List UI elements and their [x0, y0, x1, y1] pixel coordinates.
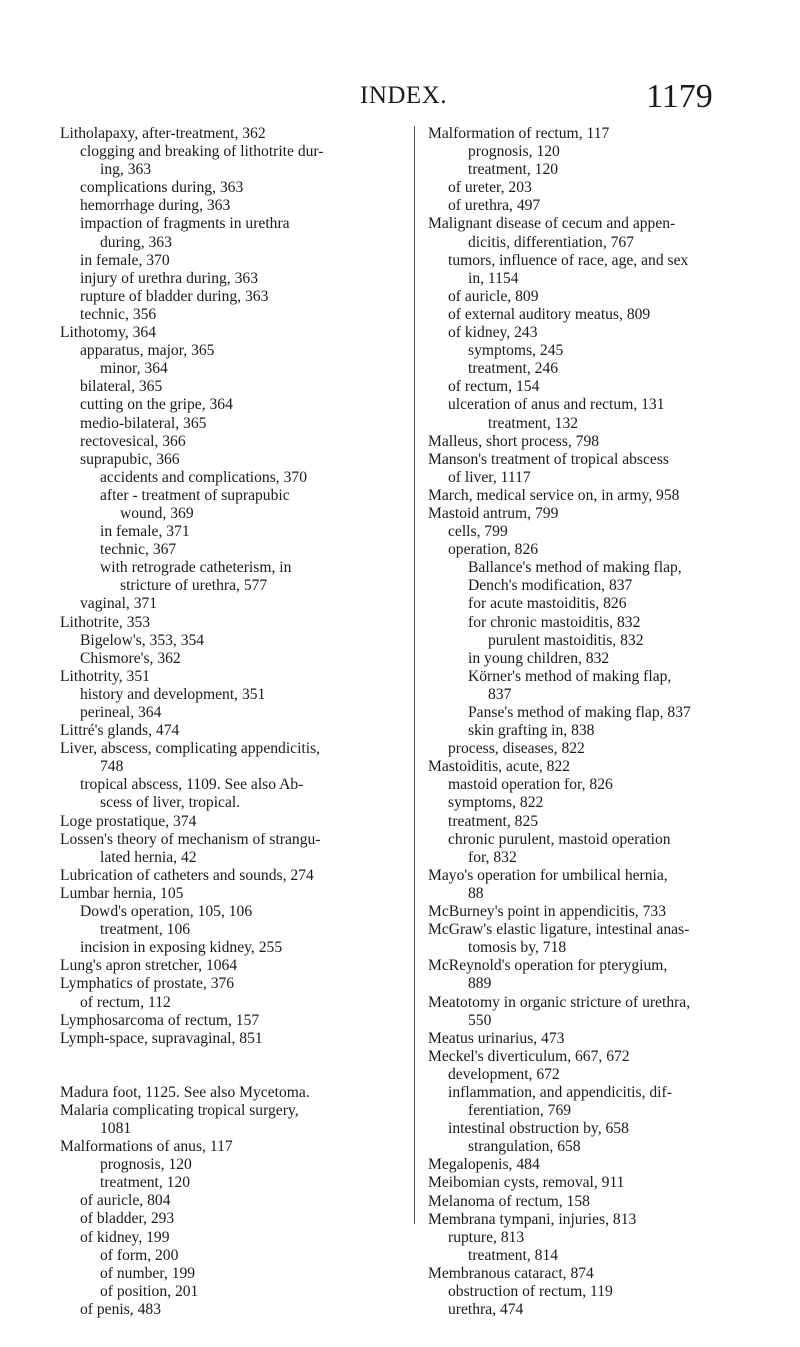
index-entry: Lithotomy, 364	[60, 324, 157, 342]
index-entry: Meatus urinarius, 473	[428, 1029, 565, 1047]
index-subentry: stricture of urethra, 577	[120, 577, 268, 595]
index-subentry: of rectum, 112	[80, 993, 171, 1011]
index-subentry: Körner's method of making flap,	[468, 667, 672, 685]
index-subentry: cutting on the gripe, 364	[80, 396, 233, 414]
index-subentry: of rectum, 154	[448, 378, 540, 396]
index-subentry: of urethra, 497	[448, 197, 541, 215]
index-subentry: strangulation, 658	[468, 1138, 581, 1156]
index-entry: Lithotrity, 351	[60, 667, 150, 685]
index-subentry: development, 672	[448, 1065, 560, 1083]
index-subentry: vaginal, 371	[80, 595, 158, 613]
index-entry: Melanoma of rectum, 158	[428, 1192, 590, 1210]
index-subentry: rupture, 813	[448, 1228, 525, 1246]
index-subentry: intestinal obstruction by, 658	[448, 1120, 629, 1138]
index-subentry: mastoid operation for, 826	[448, 776, 613, 794]
index-subentry: of bladder, 293	[80, 1210, 175, 1228]
index-subentry: treatment, 120	[100, 1174, 191, 1192]
index-entry: Meatotomy in organic stricture of urethra,	[428, 993, 691, 1011]
index-subentry: Dowd's operation, 105, 106	[80, 903, 253, 921]
index-subentry: of liver, 1117	[448, 468, 531, 486]
index-entry: Megalopenis, 484	[428, 1156, 540, 1174]
index-entry: Malformations of anus, 117	[60, 1138, 233, 1156]
index-subentry: in young children, 832	[468, 649, 610, 667]
index-subentry: of external auditory meatus, 809	[448, 305, 651, 323]
index-subentry: treatment, 120	[468, 161, 559, 179]
index-subentry: symptoms, 822	[448, 794, 544, 812]
index-subentry: of ureter, 203	[448, 179, 532, 197]
index-subentry: in female, 370	[80, 251, 170, 269]
index-subentry: 837	[488, 685, 512, 703]
index-subentry: of auricle, 804	[80, 1192, 171, 1210]
index-subentry: bilateral, 365	[80, 378, 163, 396]
index-subentry: Dench's modification, 837	[468, 577, 633, 595]
index-entry: Lymph-space, supravaginal, 851	[60, 1029, 263, 1047]
index-subentry: process, diseases, 822	[448, 740, 585, 758]
index-subentry: tumors, influence of race, age, and sex	[448, 251, 689, 269]
index-subentry: wound, 369	[120, 504, 194, 522]
index-subentry: perineal, 364	[80, 704, 162, 721]
index-subentry: incision in exposing kidney, 255	[80, 939, 283, 957]
index-subentry: during, 363	[100, 233, 172, 251]
index-entry: McGraw's elastic ligature, intestinal anas-	[428, 921, 690, 939]
index-subentry: in, 1154	[468, 269, 519, 287]
index-subentry: rectovesical, 366	[80, 432, 186, 450]
index-subentry: of form, 200	[100, 1246, 179, 1264]
index-entry: Madura foot, 1125. See also Mycetoma.	[60, 1083, 310, 1101]
index-subentry: dicitis, differentiation, 767	[468, 233, 635, 251]
index-subentry: technic, 356	[80, 305, 157, 323]
index-entry: Litholapaxy, after-treatment, 362	[60, 125, 266, 142]
index-entry: Mastoid antrum, 799	[428, 504, 559, 522]
column-divider	[414, 126, 415, 1224]
index-subentry: Ballance's method of making flap,	[468, 559, 682, 577]
index-subentry: hemorrhage during, 363	[80, 197, 231, 215]
page-header	[0, 78, 800, 118]
running-head-title: INDEX.	[360, 82, 448, 109]
index-subentry: inflammation, and appendicitis, dif-	[448, 1083, 672, 1101]
section-gap	[60, 1048, 412, 1084]
index-entry: Meibomian cysts, removal, 911	[428, 1174, 625, 1192]
index-subentry: complications during, 363	[80, 179, 244, 197]
index-entry: McBurney's point in appendicitis, 733	[428, 903, 666, 921]
index-subentry: tomosis by, 718	[468, 939, 567, 957]
index-subentry: tropical abscess, 1109. See also Ab-	[80, 776, 304, 794]
index-subentry: after - treatment of suprapubic	[100, 486, 290, 504]
index-subentry: history and development, 351	[80, 685, 266, 703]
index-entry: Malleus, short process, 798	[428, 432, 600, 450]
index-subentry: for acute mastoiditis, 826	[468, 595, 627, 613]
index-subentry: urethra, 474	[448, 1301, 524, 1319]
index-subentry: injury of urethra during, 363	[80, 269, 258, 287]
index-subentry: of auricle, 809	[448, 287, 539, 305]
index-entry: Lymphosarcoma of rectum, 157	[60, 1011, 260, 1029]
index-subentry: prognosis, 120	[100, 1156, 192, 1174]
index-entry: March, medical service on, in army, 958	[428, 486, 680, 504]
index-subentry: treatment, 132	[488, 414, 579, 432]
index-subentry: impaction of fragments in urethra	[80, 215, 290, 233]
index-subentry: lated hernia, 42	[100, 848, 197, 866]
index-subentry: suprapubic, 366	[80, 450, 180, 468]
index-subentry: with retrograde catheterism, in	[100, 559, 292, 577]
index-subentry: operation, 826	[448, 541, 539, 559]
index-subentry: ing, 363	[100, 161, 152, 179]
index-subentry: apparatus, major, 365	[80, 342, 215, 360]
index-subentry: purulent mastoiditis, 832	[488, 631, 644, 649]
index-subentry: prognosis, 120	[468, 143, 560, 161]
index-subentry: cells, 799	[448, 523, 508, 541]
index-subentry: of number, 199	[100, 1264, 196, 1282]
index-subentry: treatment, 825	[448, 812, 539, 830]
index-entry: Lossen's theory of mechanism of strangu-	[60, 830, 321, 848]
index-subentry: medio-bilateral, 365	[80, 414, 207, 432]
index-subentry: of kidney, 243	[448, 324, 538, 342]
index-subentry: symptoms, 245	[468, 342, 564, 360]
index-subentry: obstruction of rectum, 119	[448, 1283, 613, 1300]
index-subentry: of position, 201	[100, 1282, 199, 1300]
index-entry: Littré's glands, 474	[60, 722, 180, 740]
index-entry: Membranous cataract, 874	[428, 1264, 594, 1282]
index-entry: Mayo's operation for umbilical hernia,	[428, 866, 668, 884]
index-subentry: 889	[468, 975, 492, 993]
page-number: 1179	[646, 78, 713, 115]
index-subentry: 88	[468, 884, 484, 902]
index-entry: Loge prostatique, 374	[60, 812, 197, 830]
index-entry: Manson's treatment of tropical abscess	[428, 450, 669, 468]
index-subentry: 748	[100, 758, 124, 776]
index-subentry: ulceration of anus and rectum, 131	[448, 396, 665, 414]
index-entry: Lubrication of catheters and sounds, 274	[60, 866, 314, 884]
index-entry: Lymphatics of prostate, 376	[60, 975, 235, 993]
index-subentry: 1081	[100, 1119, 132, 1137]
index-entry: Malformation of rectum, 117	[428, 125, 610, 142]
index-subentry: 550	[468, 1011, 492, 1029]
index-subentry: rupture of bladder during, 363	[80, 287, 269, 305]
index-subentry: clogging and breaking of lithotrite dur-	[80, 143, 324, 161]
index-entry: McReynold's operation for pterygium,	[428, 957, 668, 975]
index-subentry: of kidney, 199	[80, 1228, 170, 1246]
index-subentry: skin grafting in, 838	[468, 722, 595, 740]
index-entry: Malignant disease of cecum and appen-	[428, 215, 676, 233]
index-subentry: treatment, 106	[100, 921, 191, 939]
index-subentry: ferentiation, 769	[468, 1102, 572, 1120]
index-entry: Lumbar hernia, 105	[60, 884, 184, 902]
index-entry: Malaria complicating tropical surgery,	[60, 1101, 299, 1119]
index-entry: Mastoiditis, acute, 822	[428, 758, 571, 776]
index-column-right	[428, 125, 780, 1319]
index-subentry: chronic purulent, mastoid operation	[448, 830, 671, 848]
index-column-left	[60, 125, 412, 1319]
index-subentry: Bigelow's, 353, 354	[80, 631, 205, 649]
index-subentry: treatment, 814	[468, 1246, 559, 1264]
index-subentry: scess of liver, tropical.	[100, 794, 241, 812]
index-entry: Meckel's diverticulum, 667, 672	[428, 1047, 630, 1065]
index-entry: Lithotrite, 353	[60, 613, 151, 631]
index-subentry: Chismore's, 362	[80, 649, 181, 667]
index-subentry: Panse's method of making flap, 837	[468, 704, 691, 721]
index-subentry: of penis, 483	[80, 1300, 161, 1318]
index-subentry: minor, 364	[100, 360, 168, 378]
index-entry: Liver, abscess, complicating appendicitis,	[60, 740, 321, 758]
index-entry: Membrana tympani, injuries, 813	[428, 1210, 637, 1228]
index-subentry: for chronic mastoiditis, 832	[468, 613, 641, 631]
index-subentry: for, 832	[468, 848, 517, 866]
index-subentry: technic, 367	[100, 541, 177, 559]
index-subentry: accidents and complications, 370	[100, 468, 307, 486]
index-entry: Lung's apron stretcher, 1064	[60, 957, 238, 975]
index-subentry: treatment, 246	[468, 360, 559, 378]
index-subentry: in female, 371	[100, 523, 190, 541]
